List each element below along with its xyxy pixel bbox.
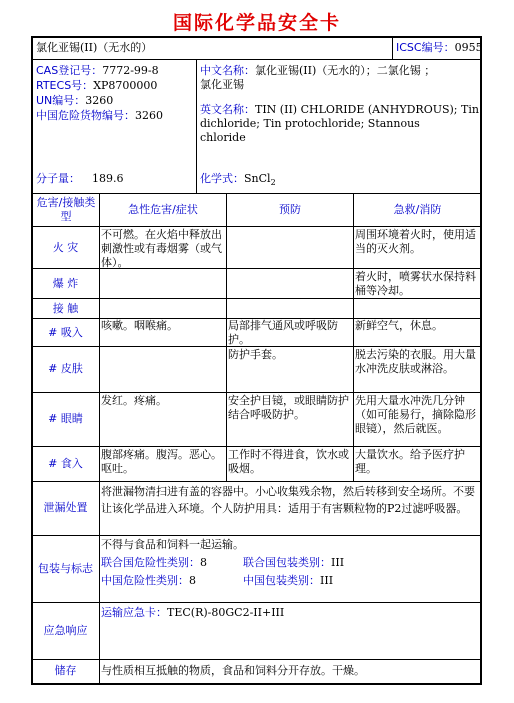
en-name-label: 英文名称：	[200, 103, 255, 116]
row-label-storage: 储存	[54, 664, 77, 677]
eyes-prevention: 安全护目镜，或眼睛防护结合呼吸防护。	[228, 394, 349, 421]
cn-dangerous-label: 中国危险货物编号：	[36, 109, 135, 122]
rtecs-value: XP8700000	[93, 79, 158, 92]
divider	[196, 60, 197, 193]
divider	[353, 194, 354, 481]
mw-value: 189.6	[92, 172, 124, 185]
emergency-card-label: 运输应急卡：	[101, 606, 167, 619]
cn-dangerous-value: 3260	[135, 109, 163, 122]
fire-aid: 周围环境着火时，使用适当的灭火剂。	[355, 228, 476, 255]
header-hazard-type: 危害/接触类型	[36, 196, 96, 223]
row-label-explosion: 爆 炸	[52, 277, 79, 290]
rtecs-label: RTECS号：	[36, 79, 94, 92]
un-label: UN编号：	[36, 94, 86, 107]
ingestion-hazard: 腹部疼痛。腹泻。恶心。呕吐。	[101, 448, 222, 475]
row-label-skin: # 皮肤	[48, 362, 83, 375]
ingestion-prevention: 工作时不得进食，饮水或吸烟。	[228, 448, 349, 475]
header-first-aid: 急救/消防	[393, 203, 442, 216]
storage-text: 与性质相互抵触的物质，食品和饲料分开存放。干燥。	[101, 664, 365, 677]
cn-name-value-2: 氯化亚锡	[200, 78, 244, 91]
row-label-fire: 火 灾	[52, 241, 79, 254]
formula-label: 化学式：	[200, 172, 244, 185]
divider	[99, 194, 100, 684]
divider	[392, 37, 393, 59]
inhalation-prevention: 局部排气通风或呼吸防护。	[228, 319, 338, 346]
packaging-line: 不得与食品和饲料一起运输。	[101, 538, 244, 551]
cn-name-label: 中文名称：	[200, 64, 255, 77]
emergency-card-value: TEC(R)-80GC2-II+III	[167, 606, 285, 619]
cas-value: 7772-99-8	[102, 64, 159, 77]
page-title: 国际化学品安全卡	[172, 12, 341, 34]
row-label-eyes: # 眼睛	[48, 412, 83, 425]
un-pack-label: 联合国包装类别：	[243, 556, 331, 569]
cn-hazard-value: 8	[189, 574, 196, 587]
divider	[32, 59, 481, 60]
cn-pack-label: 中国包装类别：	[243, 574, 320, 587]
un-hazard-label: 联合国危险性类别：	[101, 556, 200, 569]
cas-label: CAS登记号：	[36, 64, 103, 77]
row-label-inhalation: # 吸入	[48, 326, 83, 339]
un-value: 3260	[85, 94, 114, 107]
en-name-value-3: chloride	[200, 131, 246, 144]
header-acute-hazard: 急性危害/症状	[128, 203, 198, 216]
eyes-aid: 先用大量水冲洗几分钟（如可能易行，摘除隐形眼镜），然后就医。	[355, 394, 476, 435]
spill-text: 将泄漏物清扫进有盖的容器中。小心收集残余物，然后转移到安全场所。不要让该化学品进入环境。个人防护用具：适用于有害颗粒物的P2过滤呼吸器。	[101, 485, 475, 515]
row-label-packaging: 包装与标志	[38, 562, 93, 575]
un-hazard-value: 8	[200, 556, 207, 569]
inhalation-aid: 新鲜空气，休息。	[355, 319, 443, 332]
ingestion-aid: 大量饮水。给予医疗护理。	[355, 448, 465, 475]
row-label-emergency: 应急响应	[43, 624, 88, 637]
row-label-spill: 泄漏处置	[43, 501, 88, 514]
row-label-exposure: 接 触	[52, 302, 79, 315]
en-name-value-2: dichloride; Tin protochloride; Stannous	[200, 117, 420, 130]
icsc-value: 0955	[454, 41, 483, 54]
cn-pack-value: III	[320, 574, 334, 587]
divider	[226, 194, 227, 481]
formula-subscript: 2	[270, 178, 276, 188]
chemical-name: 氯化亚锡(II)（无水的）	[36, 41, 153, 54]
un-pack-value: III	[331, 556, 345, 569]
eyes-hazard: 发红。疼痛。	[101, 394, 167, 407]
inhalation-hazard: 咳嗽。咽喉痛。	[101, 319, 178, 332]
header-prevention: 预防	[279, 203, 301, 216]
row-label-ingestion: # 食入	[48, 457, 83, 470]
explosion-aid: 着火时，喷雾状水保持料桶等冷却。	[355, 270, 476, 297]
fire-hazard: 不可燃。在火焰中释放出刺激性或有毒烟雾（或气体）。	[101, 228, 222, 269]
skin-aid: 脱去污染的衣服。用大量水冲洗皮肤或淋浴。	[355, 348, 476, 375]
icsc-label: ICSC编号：	[396, 41, 455, 54]
formula-value: SnCl	[244, 172, 271, 185]
mw-label: 分子量：	[36, 172, 80, 185]
en-name-value: TIN (II) CHLORIDE (ANHYDROUS); Tin	[255, 103, 479, 116]
skin-prevention: 防护手套。	[228, 348, 283, 361]
cn-name-value: 氯化亚锡(II)（无水的）；二氯化锡 ；	[255, 64, 436, 77]
cn-hazard-label: 中国危险性类别：	[101, 574, 189, 587]
